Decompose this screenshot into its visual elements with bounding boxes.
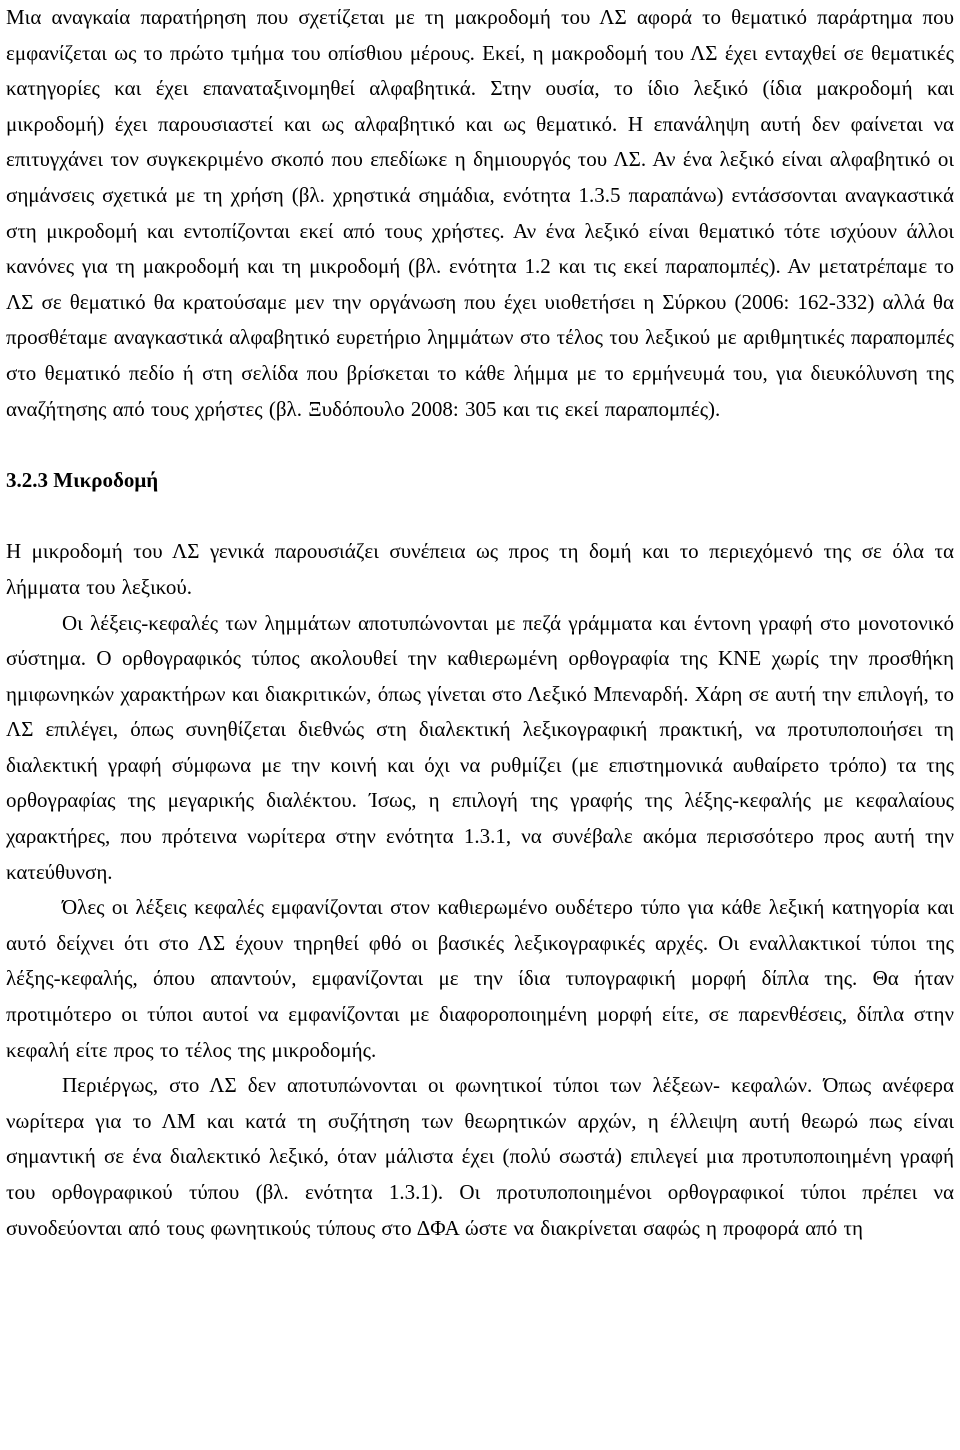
spacer xyxy=(6,498,954,534)
document-page xyxy=(6,0,954,1246)
paragraph-microstructure-intro: Η μικροδομή του ΛΣ γενικά παρουσιάζει συνέπεια ως προς τη δομή και το περιεχόμενό της σε όλα τα λήμματα του λεξικού. xyxy=(6,539,954,599)
paragraph-neutral-forms: Όλες οι λέξεις κεφαλές εμφανίζονται στον καθιερωμένο ουδέτερο τύπο για κάθε λεξική κατηγορία και αυτό δείχνει ότι στο ΛΣ έχουν τηρηθεί φθό οι βασικές λεξικογραφικές αρχές. Οι εναλλακτικοί τύποι της λέξης-κεφαλής, όπου απαντούν, εμφανίζονται με την ίδια τυπογραφική μορφή δίπλα της. Θα ήταν προτιμότερο οι τύποι αυτοί να εμφανίζονται με διαφοροποιημένη μορφή είτε, σε παρενθέσεις, δίπλα στην κεφαλή είτε προς το τέλος της μικροδομής. xyxy=(6,895,954,1062)
paragraph-macrostructure: Μια αναγκαία παρατήρηση που σχετίζεται με τη μακροδομή του ΛΣ αφορά το θεματικό παράρτημα που εμφανίζεται ως το πρώτο τμήμα του οπίσθιου μέρους. Εκεί, η μακροδομή του ΛΣ έχει ενταχθεί σε θεματικές κατηγορίες και έχει επαναταξινομηθεί αλφαβητικά. Στην ουσία, το ίδιο λεξικό (ίδια μακροδομή και μικροδομή) έχει παρουσιαστεί και ως αλφαβητικό και ως θεματικό. Η επανάληψη αυτή δεν φαίνεται να επιτυγχάνει τον συγκεκριμένο σκοπό που επεδίωκε η δημιουργός του ΛΣ. Αν ένα λεξικό είναι αλφαβητικό οι σημάνσεις σχετικά με τη χρήση (βλ. χρηστικά σημάδια, ενότητα 1.3.5 παραπάνω) εντάσσονται αναγκαστικά στη μικροδομή και εντοπίζονται εκεί από τους χρήστες. Αν ένα λεξικό είναι θεματικό τότε ισχύουν άλλοι κανόνες για τη μακροδομή και τη μικροδομή (βλ. ενότητα 1.2 και τις εκεί παραπομπές). Αν μετατρέπαμε το ΛΣ σε θεματικό θα κρατούσαμε μεν την οργάνωση που έχει υιοθετήσει η Σύρκου (2006: 162-332) αλλά θα προσθέταμε αναγκαστικά αλφαβητικό ευρετήριο λημμάτων στο τέλος του λεξικού με αριθμητικές παραπομπές στο θεματικό πεδίο ή στη σελίδα που βρίσκεται το κάθε λήμμα με το ερμήνευμά του, για διευκόλυνση της αναζήτησης από τους χρήστες (βλ. Ξυδόπουλο 2008: 305 και τις εκεί παραπομπές). xyxy=(6,5,954,421)
paragraph-headwords: Οι λέξεις-κεφαλές των λημμάτων αποτυπώνονται με πεζά γράμματα και έντονη γραφή στο μονοτονικό σύστημα. Ο ορθογραφικός τύπος ακολουθεί την καθιερωμένη ορθογραφία της ΚΝΕ χωρίς την προσθήκη ημιφωνηκών χαρακτήρων και διακριτικών, όπως γίνεται στο Λεξικό Μπεναρδή. Χάρη σε αυτή την επιλογή, το ΛΣ επιλέγει, όπως συνηθίζεται διεθνώς στη διαλεκτική λεξικογραφική πρακτική, να προτυποποιήσει τη διαλεκτική γραφή σύμφωνα με την κοινή και όχι να ρυθμίζει (με επιστημονικά αυθαίρετο τρόπο) τα της ορθογραφίας της μεγαρικής διαλέκτου. Ίσως, η επιλογή της γραφής της λέξης-κεφαλής με κεφαλαίους χαρακτήρες, που πρότεινα νωρίτερα στην ενότητα 1.3.1, να συνέβαλε ακόμα περισσότερο προς αυτή την κατεύθυνση. xyxy=(6,610,954,884)
paragraph-phonetic-forms: Περιέργως, στο ΛΣ δεν αποτυπώνονται οι φωνητικοί τύποι των λέξεων- κεφαλών. Όπως ανέφερα νωρίτερα για το ΛΜ και κατά τη συζήτηση των θεωρητικών αρχών, η έλλειψη αυτή θεωρώ πως είναι σημαντική σε ένα διαλεκτικό λεξικό, όταν μάλιστα έχει (πολύ σωστά) επιλεγεί μια προτυποποιημένη γραφή του ορθογραφικού τύπου (βλ. ενότητα 1.3.1). Οι προτυποποιημένοι ορθογραφικοί τύποι πρέπει να συνοδεύονται από τους φωνητικούς τύπους στο ΔΦΑ ώστε να διακρίνεται σαφώς η προφορά από τη xyxy=(6,1073,954,1240)
section-heading: 3.2.3 Μικροδομή xyxy=(6,467,159,492)
spacer xyxy=(6,427,954,463)
